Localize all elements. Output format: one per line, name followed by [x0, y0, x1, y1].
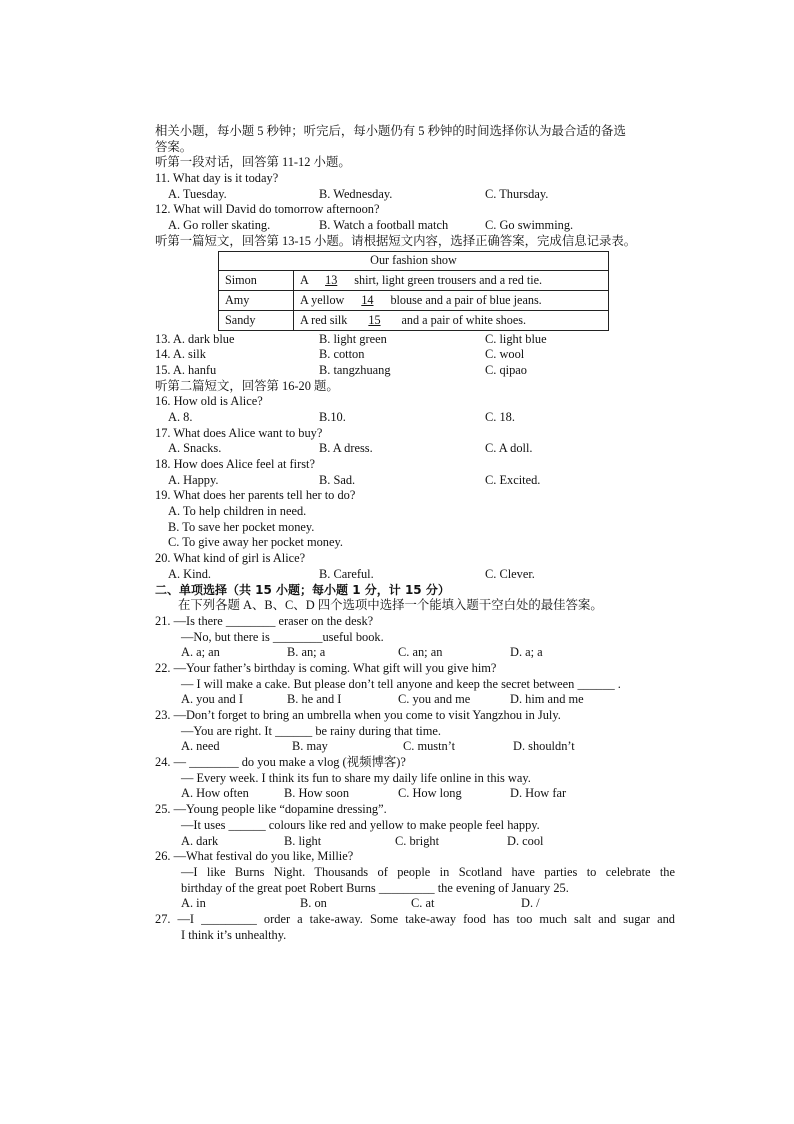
- q25-line1: 25. —Young people like “dopamine dressing”.: [155, 802, 387, 817]
- q12-option-b: B. Watch a football match: [319, 218, 449, 233]
- q18-option-a: A. Happy.: [168, 472, 219, 487]
- q24-line2: — Every week. I think its fun to share my daily life online in this way.: [181, 770, 531, 785]
- q12-options: [155, 218, 675, 234]
- q25-option-c: C. bright: [395, 833, 440, 848]
- q18-option-c: C. Excited.: [485, 472, 541, 487]
- q26-options: [155, 896, 675, 912]
- q26-line1: 26. —What festival do you like, Millie?: [155, 849, 354, 864]
- fashion-table-title: Our fashion show: [219, 251, 609, 270]
- q23-option-a: A. need: [181, 739, 220, 754]
- section2-instruction: 在下列各题 A、B、C、D 四个选项中选择一个能填入题干空白处的最佳答案。: [178, 598, 603, 613]
- q17-option-a: A. Snacks.: [168, 441, 222, 456]
- q27-line2: I think it’s unhealthy.: [181, 927, 287, 942]
- q24-option-a: A. How often: [181, 786, 249, 801]
- q22-option-c: C. you and me: [398, 692, 471, 707]
- fashion-row-desc: [294, 270, 609, 290]
- desc-post: blouse and a pair of blue jeans.: [387, 292, 542, 307]
- q13-option-c: C. light blue: [485, 331, 547, 346]
- q18-option-b: B. Sad.: [319, 472, 356, 487]
- q12-option-a: A. Go roller skating.: [168, 218, 271, 233]
- q23-line2: —You are right. It ______ be rainy during that time.: [181, 723, 441, 738]
- desc-pre: A red silk: [300, 312, 351, 327]
- fashion-row-desc: [294, 310, 609, 330]
- q18-options: [155, 473, 675, 489]
- q23-option-b: B. may: [292, 739, 328, 754]
- q14-option-c: C. wool: [485, 347, 525, 362]
- intro-line-2: 答案。: [155, 139, 193, 154]
- passage2-heading: 听第二篇短文，回答第 16-20 题。: [155, 378, 339, 393]
- q16-option-b: B.10.: [319, 409, 346, 424]
- exam-page: [155, 124, 675, 943]
- q20-options: [155, 567, 675, 583]
- table-row: [219, 270, 609, 290]
- q14-options: [155, 347, 675, 363]
- q26-option-d: D. /: [521, 896, 540, 911]
- q19-option-a: A. To help children in need.: [168, 504, 307, 519]
- q21-option-a: A. a; an: [181, 645, 220, 660]
- q11-option-b: B. Wednesday.: [319, 186, 393, 201]
- q25-line2: —It uses ______ colours like red and yellow to make people feel happy.: [181, 817, 540, 832]
- q23-options: [155, 739, 675, 755]
- q24-option-b: B. How soon: [284, 786, 350, 801]
- q13-option-b: B. light green: [319, 331, 387, 346]
- q27-line1: 27. —I _________ order a take-away. Some take-away food has too much salt and sugar and: [155, 911, 675, 926]
- q19-stem: 19. What does her parents tell her to do?: [155, 488, 356, 503]
- fashion-row-name: Sandy: [219, 310, 294, 330]
- q22-line2: — I will make a cake. But please don’t tell anyone and keep the secret between ______ .: [181, 676, 621, 691]
- desc-pre: A: [300, 272, 312, 287]
- q16-option-a: A. 8.: [168, 409, 193, 424]
- q19-option-c: C. To give away her pocket money.: [168, 535, 343, 550]
- fashion-row-name: Amy: [219, 290, 294, 310]
- passage1-heading: 听第一篇短文，回答第 13-15 小题。请根据短文内容，选择正确答案，完成信息记录表。: [155, 233, 637, 248]
- q24-options: [155, 786, 675, 802]
- q23-option-c: C. mustn’t: [403, 739, 456, 754]
- desc-post: shirt, light green trousers and a red tie.: [351, 272, 543, 287]
- q21-line1: 21. —Is there ________ eraser on the desk?: [155, 613, 374, 628]
- q15-option-a: 15. A. hanfu: [155, 362, 217, 377]
- fashion-row-desc: [294, 290, 609, 310]
- q25-option-b: B. light: [284, 833, 322, 848]
- q20-option-b: B. Careful.: [319, 566, 374, 581]
- q20-option-c: C. Clever.: [485, 566, 535, 581]
- desc-post: and a pair of white shoes.: [398, 312, 527, 327]
- q26-option-c: C. at: [411, 896, 435, 911]
- q24-option-d: D. How far: [510, 786, 567, 801]
- q22-line1: 22. —Your father’s birthday is coming. What gift will you give him?: [155, 660, 497, 675]
- q22-option-a: A. you and I: [181, 692, 243, 707]
- q16-options: [155, 410, 675, 426]
- q13-option-a: 13. A. dark blue: [155, 331, 235, 346]
- q17-stem: 17. What does Alice want to buy?: [155, 425, 323, 440]
- section2-heading: 二、单项选择（共 15 小题；每小题 1 分，计 15 分）: [155, 582, 450, 597]
- dialogue1-heading: 听第一段对话，回答第 11-12 小题。: [155, 155, 351, 170]
- intro-line-1: 相关小题，每小题 5 秒钟；听完后，每小题仍有 5 秒钟的时间选择你认为最合适的备选: [155, 124, 626, 138]
- q21-line2: —No, but there is ________useful book.: [181, 629, 384, 644]
- q12-stem: 12. What will David do tomorrow afternoon?: [155, 202, 380, 217]
- q14-option-a: 14. A. silk: [155, 347, 206, 362]
- q15-option-c: C. qipao: [485, 362, 527, 377]
- q25-option-d: D. cool: [507, 833, 544, 848]
- q11-option-c: C. Thursday.: [485, 186, 549, 201]
- q20-stem: 20. What kind of girl is Alice?: [155, 551, 306, 566]
- q16-option-c: C. 18.: [485, 409, 515, 424]
- q24-line1: 24. — ________ do you make a vlog (视频博客)?: [155, 755, 406, 770]
- q17-option-b: B. A dress.: [319, 441, 373, 456]
- q25-options: [155, 834, 675, 850]
- answer-blank: 14: [361, 292, 374, 307]
- q26-line3: birthday of the great poet Robert Burns _________ the evening of January 25.: [181, 880, 569, 895]
- q11-option-a: A. Tuesday.: [168, 186, 227, 201]
- fashion-row-name: Simon: [219, 270, 294, 290]
- q16-stem: 16. How old is Alice?: [155, 394, 263, 409]
- q23-line1: 23. —Don’t forget to bring an umbrella when you come to visit Yangzhou in July.: [155, 708, 561, 722]
- answer-blank: 13: [325, 272, 338, 287]
- q12-option-c: C. Go swimming.: [485, 218, 574, 233]
- q21-options: [155, 645, 675, 661]
- q21-option-d: D. a; a: [510, 645, 543, 660]
- q20-option-a: A. Kind.: [168, 566, 212, 581]
- q22-option-b: B. he and I: [287, 692, 342, 707]
- q22-option-d: D. him and me: [510, 692, 584, 707]
- q18-stem: 18. How does Alice feel at first?: [155, 457, 315, 471]
- fashion-show-table: [218, 251, 609, 331]
- q25-option-a: A. dark: [181, 833, 219, 848]
- q15-option-b: B. tangzhuang: [319, 362, 391, 377]
- q17-option-c: C. A doll.: [485, 441, 533, 456]
- q11-stem: 11. What day is it today?: [155, 171, 279, 186]
- q23-option-d: D. shouldn’t: [513, 739, 575, 754]
- table-row: [219, 290, 609, 310]
- q15-options: [155, 363, 675, 379]
- q26-option-a: A. in: [181, 896, 206, 911]
- q11-options: [155, 187, 675, 203]
- answer-blank: 15: [368, 312, 381, 327]
- q17-options: [155, 441, 675, 457]
- q14-option-b: B. cotton: [319, 347, 365, 362]
- table-row: [219, 310, 609, 330]
- q19-option-b: B. To save her pocket money.: [168, 519, 315, 534]
- q21-option-b: B. an; a: [287, 645, 326, 660]
- q26-line2: —I like Burns Night. Thousands of people in Scotland have parties to celebrate the: [181, 864, 675, 879]
- q21-option-c: C. an; an: [398, 645, 443, 660]
- q22-options: [155, 692, 675, 708]
- desc-pre: A yellow: [300, 292, 348, 307]
- q26-option-b: B. on: [300, 896, 327, 911]
- q24-option-c: C. How long: [398, 786, 462, 801]
- q13-options: [155, 332, 675, 348]
